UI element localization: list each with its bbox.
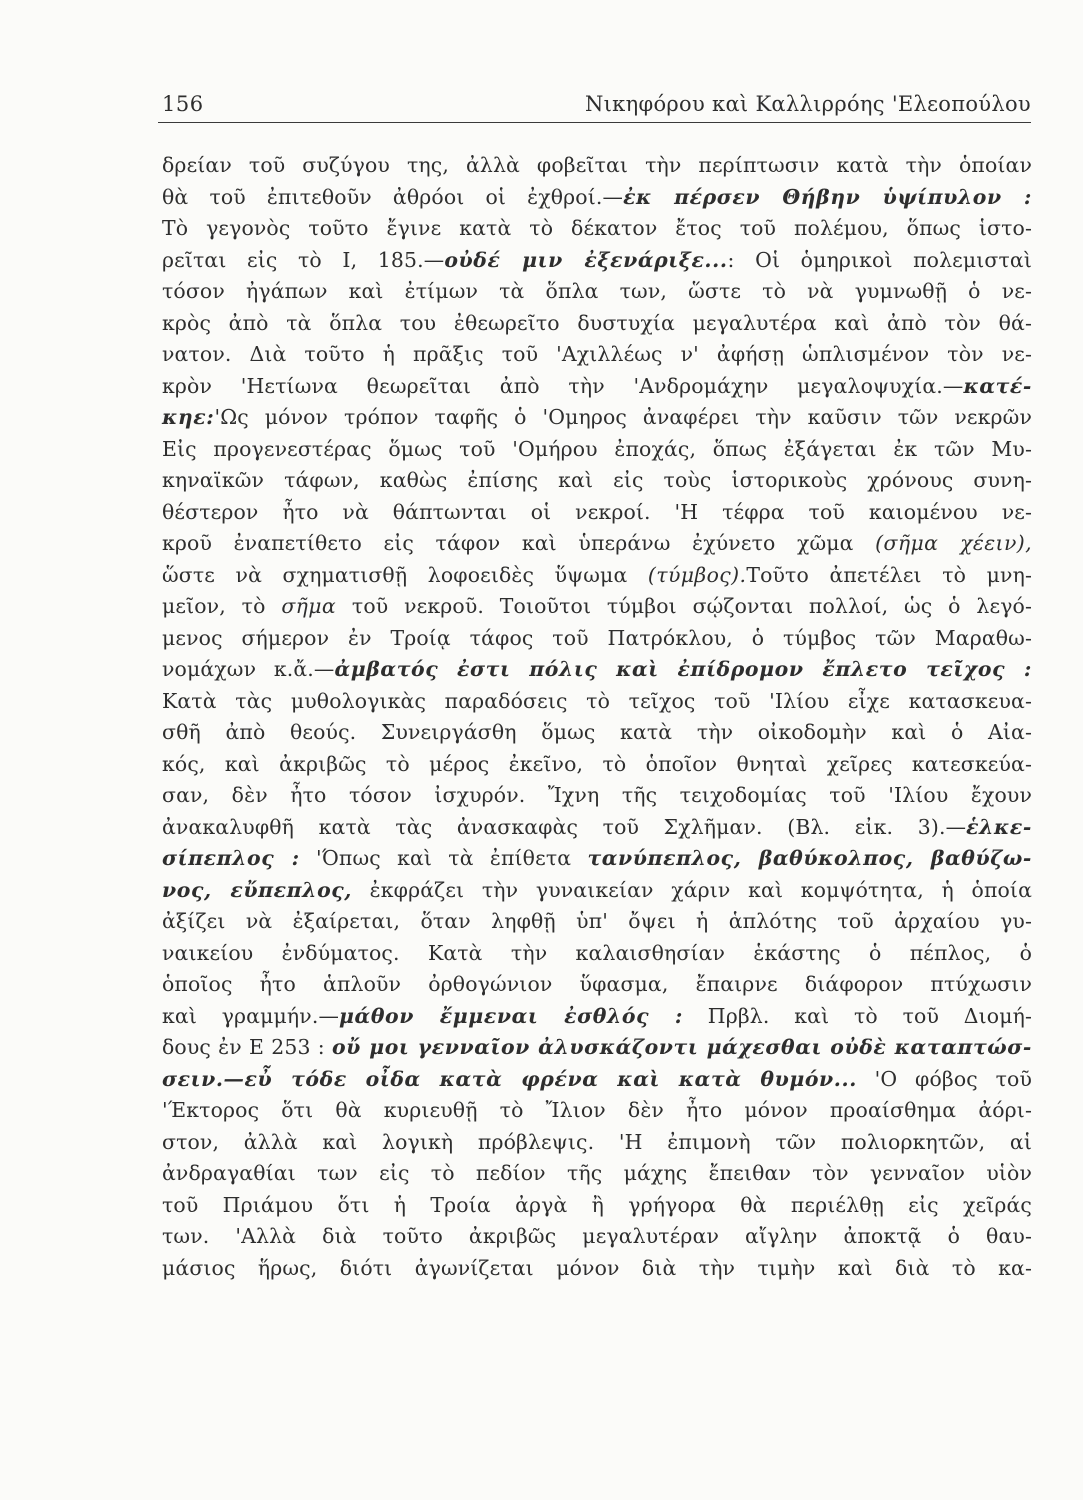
text-line (162, 1032, 1032, 1064)
text-line (162, 906, 1032, 938)
text-line (162, 339, 1032, 371)
text-run: κρὸν 'Ηετίωνα θεωρεῖται ἀπὸ τὴν 'Ανδρομάχην μεγαλοψυχία.— (162, 373, 964, 398)
text-line (162, 213, 1032, 245)
text-run: θέστερον ἦτο νὰ θάπτωνται οἱ νεκροί. 'Η τέφρα τοῦ καιομένου νε- (162, 499, 1032, 524)
text-run: 'Ως μόνον τρόπον ταφῆς ὁ 'Ομηρος ἀναφέρει τὴν καῦσιν τῶν νεκρῶν (214, 405, 1032, 429)
emphasis-run: κηε: (162, 405, 215, 429)
text-run: ρεῖται εἰς τὸ I, 185.— (162, 247, 445, 272)
text-run: Εἰς προγενεστέρας ὅμως τοῦ 'Ομήρου ἐποχάς, ὅπως ἐξάγεται ἐκ τῶν Μυ- (162, 436, 1032, 461)
text-run: καὶ γραμμήν.— (162, 1003, 339, 1028)
text-run: ναικείου ἐνδύματος. Κατὰ τὴν καλαισθησίαν ἑκάστης ὁ πέπλος, ὁ (162, 940, 1032, 965)
text-line (162, 1190, 1032, 1222)
emphasis-run: οὐδέ μιν ἐξενάριξε... (444, 247, 728, 272)
body-text (162, 150, 1032, 1284)
text-run: ἀξίζει νὰ ἐξαίρεται, ὅταν ληφθῇ ὑπ' ὄψει ἡ ἁπλότης τοῦ ἀρχαίου γυ- (162, 909, 1032, 933)
text-run: ὁποῖος ἦτο ἁπλοῦν ὀρθογώνιον ὕφασμα, ἔπαιρνε διάφορον πτύχωσιν (162, 972, 1032, 996)
text-line (162, 245, 1032, 277)
emphasis-run: τανύπεπλος, βαθύκολπος, βαθύζω- (587, 846, 1032, 870)
text-line (162, 749, 1032, 781)
text-line (162, 276, 1032, 308)
text-run: κροῦ ἐναπετίθετο εἰς τάφον καὶ ὑπεράνω ἐχύνετο χῶμα (162, 531, 876, 555)
text-run: δους ἐν Ε 253 : (162, 1035, 332, 1059)
text-line (162, 686, 1032, 718)
text-line (162, 528, 1032, 560)
text-line (162, 402, 1032, 434)
text-run: κηναϊκῶν τάφων, καθὼς ἐπίσης καὶ εἰς τοὺς ἱστορικοὺς χρόνους συνη- (162, 468, 1032, 492)
text-run: των. 'Αλλὰ διὰ τοῦτο ἀκριβῶς μεγαλυτέραν αἴγλην ἀποκτᾷ ὁ θαυ- (162, 1224, 1032, 1248)
text-run: κρὸς ἀπὸ τὰ ὅπλα του ἐθεωρεῖτο δυστυχία μεγαλυτέρα καὶ ἀπὸ τὸν θά- (162, 310, 1032, 335)
text-line (162, 843, 1032, 875)
text-run: σαν, δὲν ἦτο τόσον ἰσχυρόν. Ἴχνη τῆς τειχοδομίας τοῦ 'Ιλίου ἔχουν (162, 783, 1032, 807)
text-line (162, 150, 1032, 182)
text-line (162, 560, 1032, 592)
text-run: Τοῦτο ἀπετέλει τὸ μνη- (746, 562, 1032, 587)
text-line (162, 780, 1032, 812)
text-line (162, 465, 1032, 497)
text-run: ἀνακαλυφθῆ κατὰ τὰς ἀνασκαφὰς τοῦ Σχλῆμαν. (Βλ. εἰκ. 3).— (162, 814, 967, 839)
text-line (162, 1127, 1032, 1159)
text-line (162, 717, 1032, 749)
emphasis-run: σίπεπλος : (162, 846, 300, 870)
text-run: τοῦ Πριάμου ὅτι ἡ Τροία ἀργὰ ἢ γρήγορα θὰ περιέλθῃ εἰς χεῖράς (162, 1192, 1032, 1217)
text-run: Πρβλ. καὶ τὸ τοῦ Διομή- (683, 1003, 1032, 1028)
text-line (162, 812, 1032, 844)
emphasis-run: εὖ τόδε οἶδα κατὰ φρένα καὶ κατὰ θυμόν... (244, 1066, 857, 1091)
text-line (162, 1095, 1032, 1127)
text-line (162, 623, 1032, 655)
text-line (162, 308, 1032, 340)
text-run: ἀνδραγαθίαι των εἰς τὸ πεδίον τῆς μάχης ἔπειθαν τὸν γενναῖον υἱὸν (162, 1161, 1032, 1185)
text-line (162, 1221, 1032, 1253)
text-run: Κατὰ τὰς μυθολογικὰς παραδόσεις τὸ τεῖχος τοῦ 'Ιλίου εἶχε κατασκευα- (162, 688, 1032, 713)
text-run: τοῦ νεκροῦ. Τοιοῦτοι τύμβοι σῴζονται πολλοί, ὡς ὁ λεγό- (336, 594, 1032, 618)
text-line (162, 1064, 1032, 1096)
emphasis-run: ἀμβατός ἐστι πόλις καὶ ἐπίδρομον ἔπλετο τεῖχος : (334, 657, 1032, 681)
text-line (162, 1253, 1032, 1285)
emphasis-run: ἑλκε- (966, 814, 1032, 839)
emphasis-run: σῆμα (281, 594, 337, 618)
emphasis-run: οὔ μοι γενναῖον ἀλυσκάζοντι μάχεσθαι οὐδὲ καταπτώσ- (331, 1035, 1032, 1059)
text-run: 'Όπως καὶ τὰ ἐπίθετα (299, 846, 588, 870)
text-run: δρείαν τοῦ συζύγου της, ἀλλὰ φοβεῖται τὴν περίπτωσιν κατὰ τὴν ὁποίαν (162, 153, 1032, 177)
text-line (162, 371, 1032, 403)
text-line (162, 591, 1032, 623)
text-line (162, 1001, 1032, 1033)
text-run: 'Έκτορος ὅτι θὰ κυριευθῇ τὸ Ἴλιον δὲν ἦτο μόνον προαίσθημα ἀόρι- (162, 1098, 1032, 1122)
text-line (162, 434, 1032, 466)
emphasis-run: (σῆμα χέειν), (875, 531, 1032, 555)
text-run: νομάχων κ.ἄ.— (162, 657, 335, 681)
emphasis-run: μάθον ἔμμεναι ἐσθλός : (339, 1003, 684, 1028)
emphasis-run: νος, εὔπεπλος, (162, 877, 352, 902)
emphasis-run: κατέ- (963, 373, 1032, 398)
text-run: στον, ἀλλὰ καὶ λογικὴ πρόβλεψις. 'Η ἐπιμονὴ τῶν πολιορκητῶν, αἱ (162, 1129, 1032, 1154)
page-header (158, 88, 1031, 123)
text-run: Τὸ γεγονὸς τοῦτο ἔγινε κατὰ τὸ δέκατον ἔτος τοῦ πολέμου, ὅπως ἱστο- (162, 216, 1032, 240)
text-line (162, 875, 1032, 907)
text-line (162, 654, 1032, 686)
text-run: τόσον ἠγάπων καὶ ἐτίμων τὰ ὅπλα των, ὥστε τὸ νὰ γυμνωθῇ ὁ νε- (162, 279, 1032, 303)
emphasis-run: ἐκ πέρσεν Θήβην ὑψίπυλον : (623, 184, 1032, 209)
text-run: κός, καὶ ἀκριβῶς τὸ μέρος ἐκεῖνο, τὸ ὁποῖον θνηταὶ χεῖρες κατεσκεύα- (162, 751, 1032, 776)
text-run: 'Ο φόβος τοῦ (856, 1066, 1032, 1091)
emphasis-run: σειν.— (162, 1066, 245, 1091)
text-run: θὰ τοῦ ἐπιτεθοῦν ἀθρόοι οἱ ἐχθροί.— (162, 184, 624, 209)
text-line (162, 182, 1032, 214)
running-title: Νικηφόρου καὶ Καλλιρρόης 'Ελεοπούλου (584, 92, 1031, 116)
text-run: ἐκφράζει τὴν γυναικείαν χάριν καὶ κομψότητα, ἡ ὁποία (352, 877, 1032, 902)
text-run: μάσιος ἥρως, διότι ἀγωνίζεται μόνον διὰ τὴν τιμὴν καὶ διὰ τὸ κα- (162, 1255, 1032, 1280)
text-run: μενος σήμερον ἐν Τροίᾳ τάφος τοῦ Πατρόκλου, ὁ τύμβος τῶν Μαραθω- (162, 625, 1032, 650)
text-run: : Οἱ ὁμηρικοὶ πολεμισταὶ (727, 247, 1032, 272)
text-line (162, 497, 1032, 529)
text-run: σθῆ ἀπὸ θεούς. Συνειργάσθη ὅμως κατὰ τὴν οἰκοδομὴν καὶ ὁ Αἰα- (162, 720, 1032, 744)
text-run: νατον. Διὰ τοῦτο ἡ πρᾶξις τοῦ 'Αχιλλέως ν' ἀφήσῃ ὡπλισμένον τὸν νε- (162, 342, 1032, 366)
page-number: 156 (162, 92, 204, 116)
text-line (162, 969, 1032, 1001)
text-line (162, 938, 1032, 970)
text-run: μεῖον, τὸ (162, 594, 282, 618)
text-run: ὥστε νὰ σχηματισθῇ λοφοειδὲς ὕψωμα (162, 562, 648, 587)
emphasis-run: (τύμβος). (647, 562, 747, 587)
text-line (162, 1158, 1032, 1190)
